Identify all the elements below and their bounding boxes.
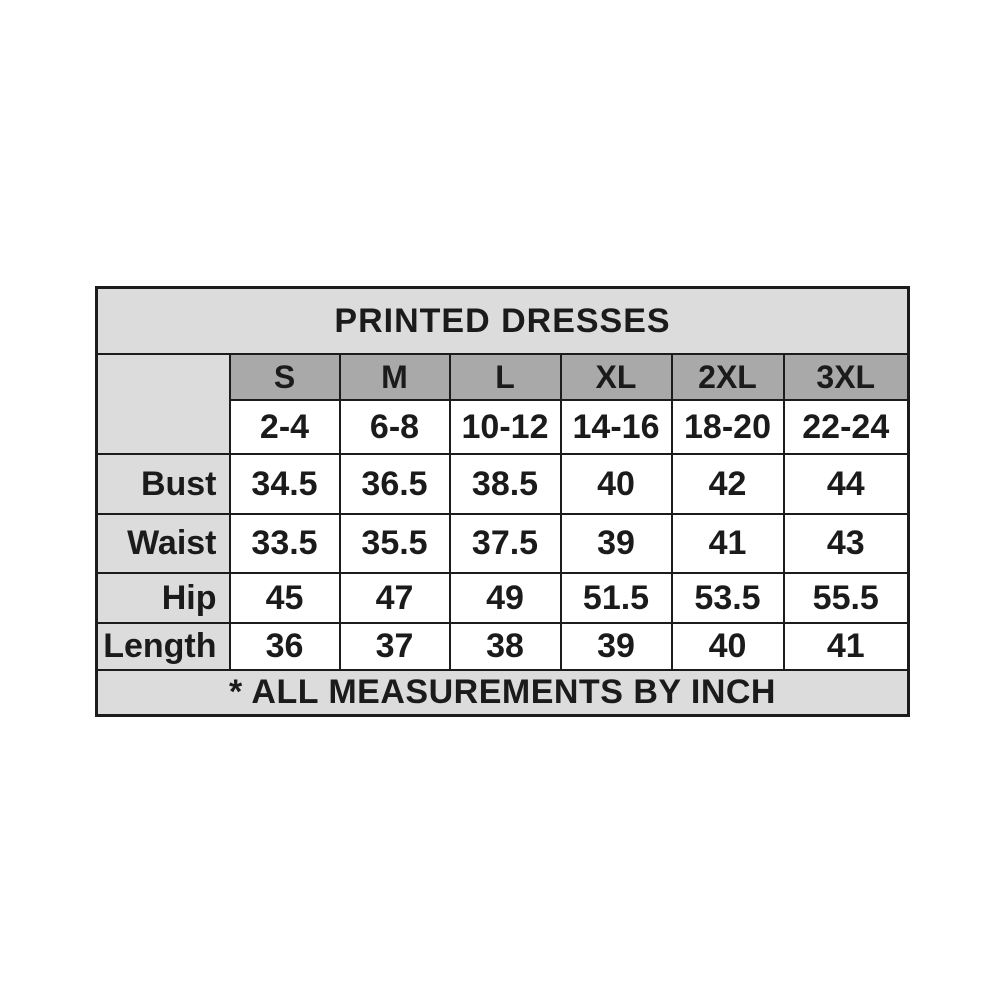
waist-value-l: 37.5 <box>450 514 561 573</box>
size-header-row <box>97 354 909 400</box>
table-row-length <box>97 623 909 670</box>
table-row-bust <box>97 454 909 514</box>
row-label-hip: Hip <box>97 573 230 623</box>
size-range-m: 6-8 <box>340 400 450 454</box>
hip-value-3xl: 55.5 <box>784 573 909 623</box>
size-header-s: S <box>230 354 340 400</box>
waist-value-3xl: 43 <box>784 514 909 573</box>
table-row-waist <box>97 514 909 573</box>
length-value-2xl: 40 <box>672 623 784 670</box>
hip-value-2xl: 53.5 <box>672 573 784 623</box>
length-value-3xl: 41 <box>784 623 909 670</box>
bust-value-s: 34.5 <box>230 454 340 514</box>
size-range-l: 10-12 <box>450 400 561 454</box>
length-value-xl: 39 <box>561 623 672 670</box>
corner-cell <box>97 354 230 454</box>
size-range-xl: 14-16 <box>561 400 672 454</box>
row-label-length: Length <box>97 623 230 670</box>
size-chart-table <box>95 286 910 717</box>
waist-value-m: 35.5 <box>340 514 450 573</box>
hip-value-l: 49 <box>450 573 561 623</box>
hip-value-m: 47 <box>340 573 450 623</box>
size-range-2xl: 18-20 <box>672 400 784 454</box>
row-label-waist: Waist <box>97 514 230 573</box>
size-range-s: 2-4 <box>230 400 340 454</box>
size-range-3xl: 22-24 <box>784 400 909 454</box>
size-header-2xl: 2XL <box>672 354 784 400</box>
measurement-note: * ALL MEASUREMENTS BY INCH <box>97 670 909 716</box>
waist-value-s: 33.5 <box>230 514 340 573</box>
size-header-xl: XL <box>561 354 672 400</box>
waist-value-xl: 39 <box>561 514 672 573</box>
size-header-3xl: 3XL <box>784 354 909 400</box>
bust-value-3xl: 44 <box>784 454 909 514</box>
size-header-m: M <box>340 354 450 400</box>
row-label-bust: Bust <box>97 454 230 514</box>
bust-value-xl: 40 <box>561 454 672 514</box>
waist-value-2xl: 41 <box>672 514 784 573</box>
hip-value-xl: 51.5 <box>561 573 672 623</box>
length-value-l: 38 <box>450 623 561 670</box>
title-row <box>97 288 909 355</box>
hip-value-s: 45 <box>230 573 340 623</box>
size-header-l: L <box>450 354 561 400</box>
table-row-hip <box>97 573 909 623</box>
bust-value-m: 36.5 <box>340 454 450 514</box>
length-value-s: 36 <box>230 623 340 670</box>
length-value-m: 37 <box>340 623 450 670</box>
chart-title: PRINTED DRESSES <box>97 288 909 355</box>
bust-value-2xl: 42 <box>672 454 784 514</box>
bust-value-l: 38.5 <box>450 454 561 514</box>
footer-row <box>97 670 909 716</box>
